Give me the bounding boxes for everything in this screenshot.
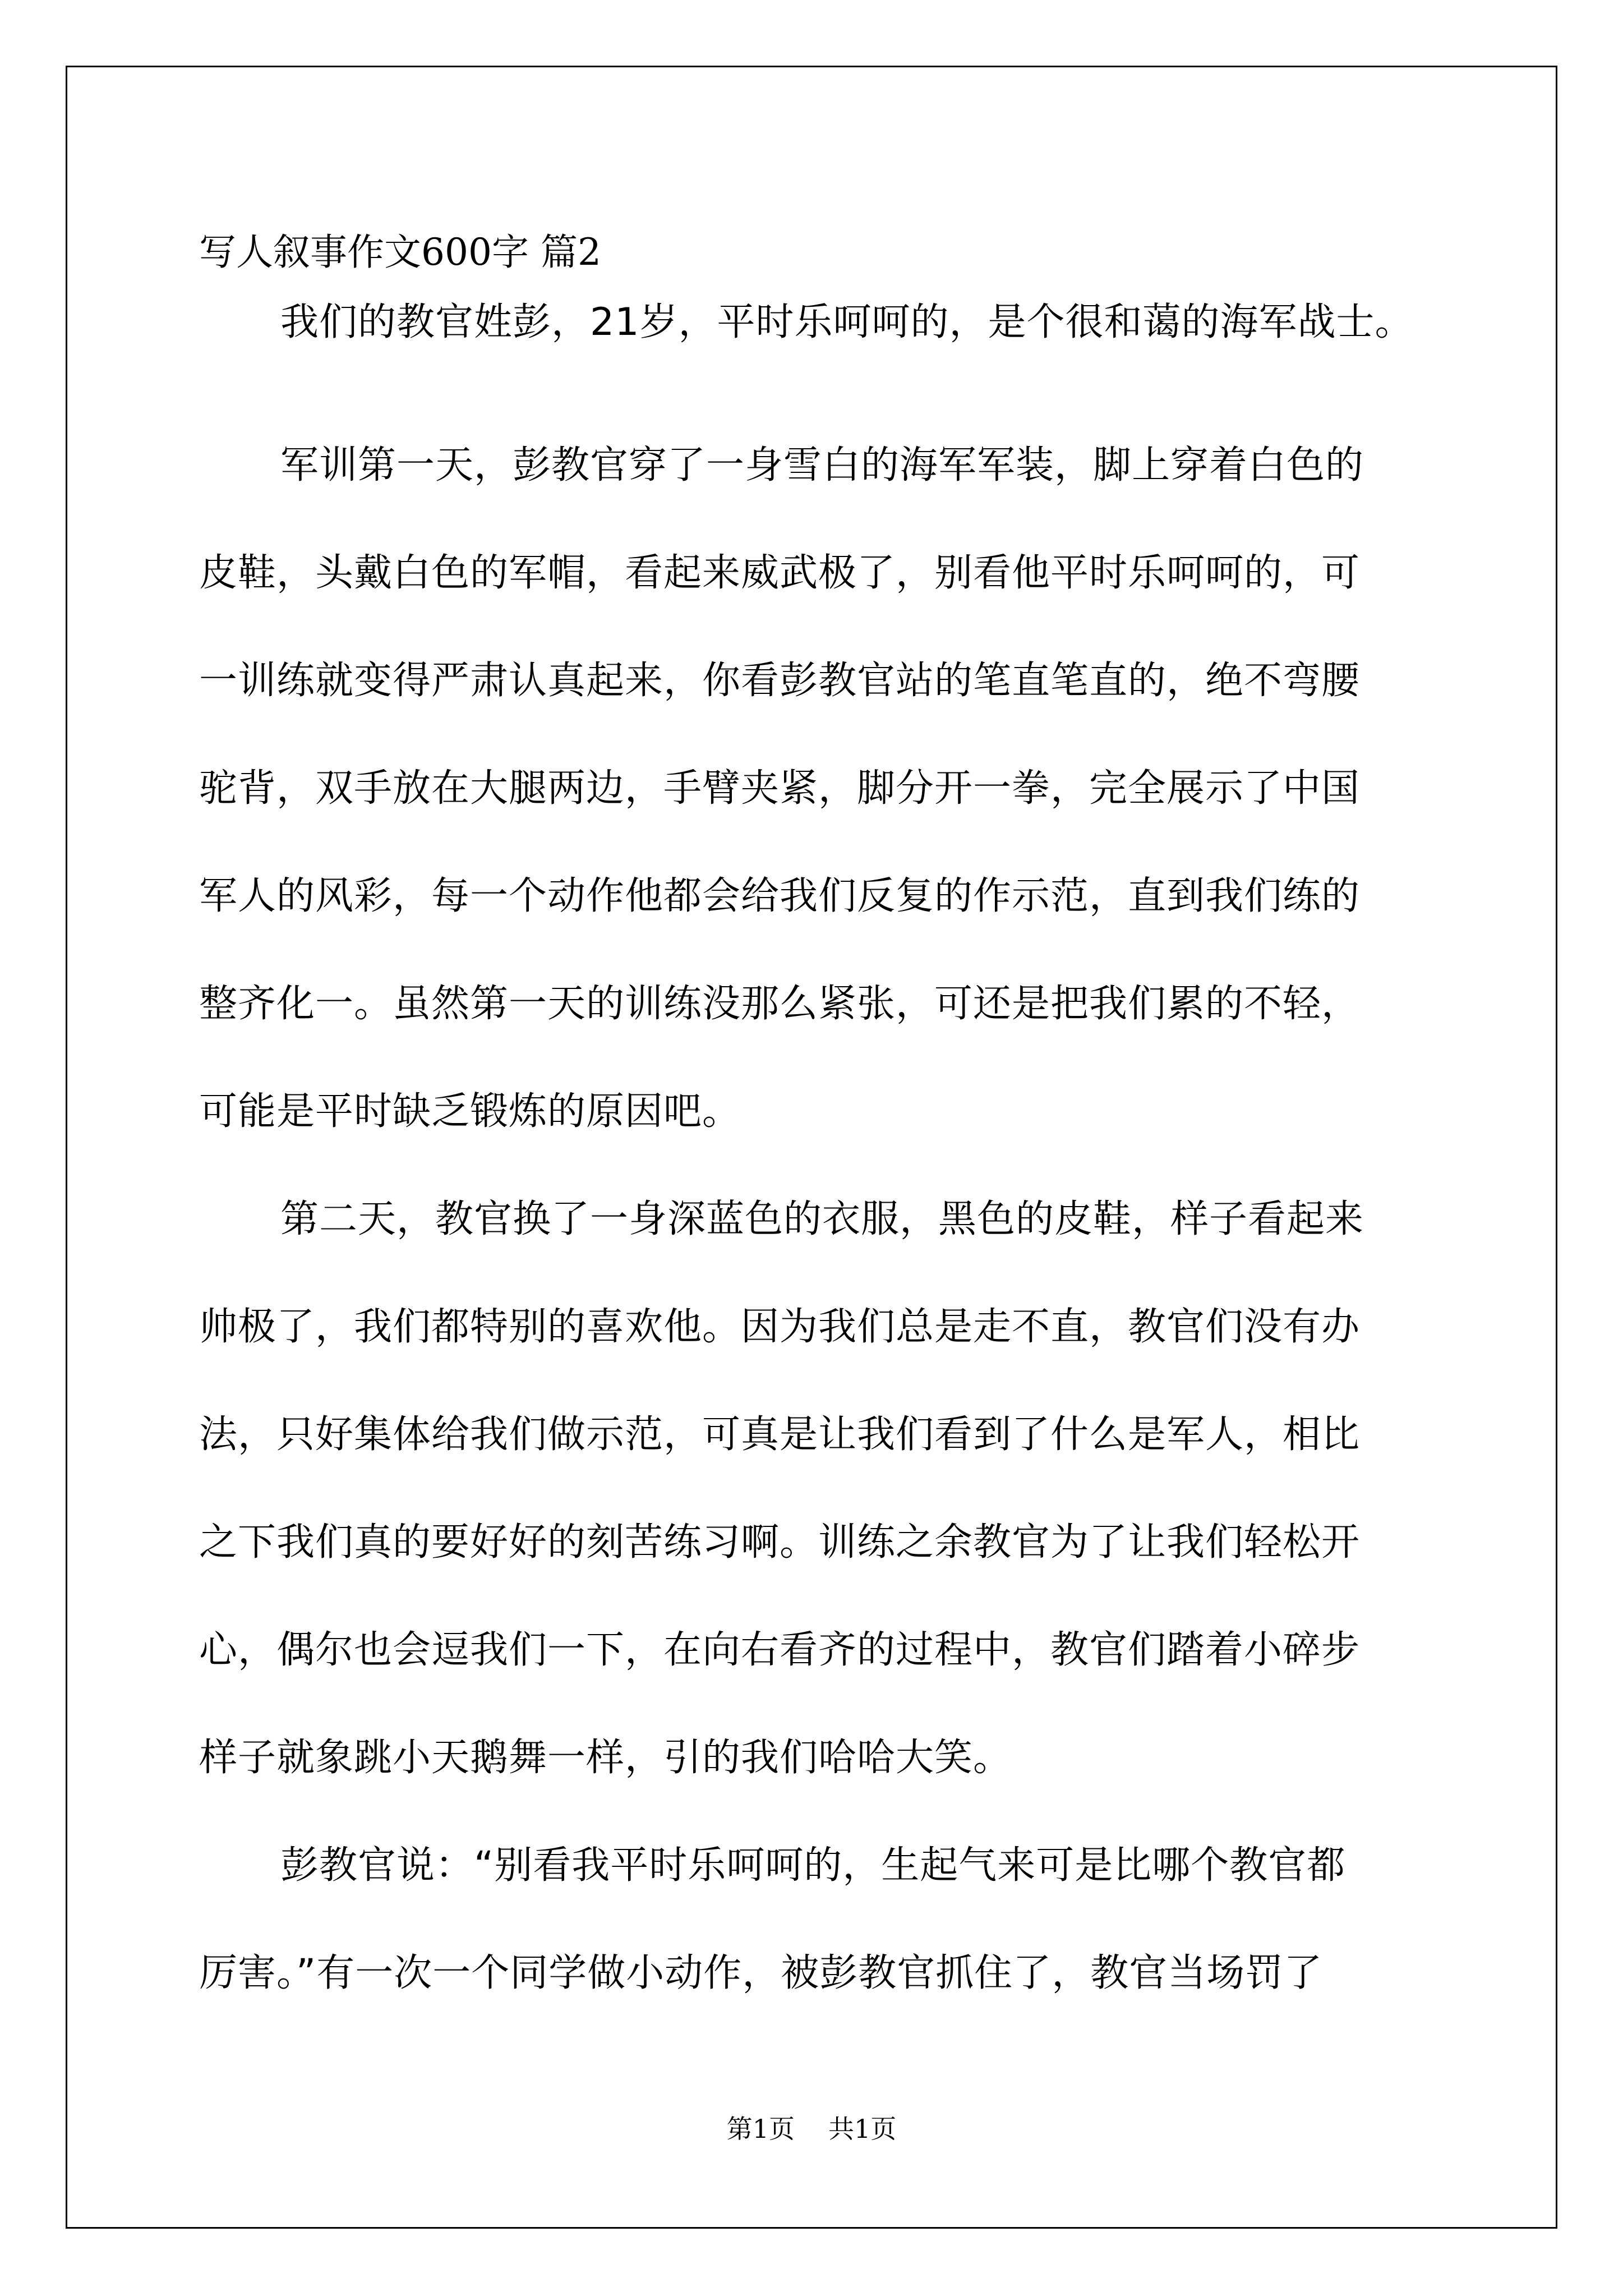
essay-title: 写人叙事作文600字 篇2 (199, 231, 601, 274)
page-footer (0, 2112, 1623, 2146)
paragraph-2-line-2: 皮鞋，头戴白色的军帽，看起来威武极了，别看他平时乐呵呵的，可 (199, 551, 1361, 595)
paragraph-3-line-6: 样子就象跳小天鹅舞一样，引的我们哈哈大笑。 (199, 1736, 1012, 1780)
paragraph-4-line-2: 厉害。”有一次一个同学做小动作，被彭教官抓住了，教官当场罚了 (199, 1951, 1323, 1995)
paragraph-3-line-5: 心，偶尔也会逗我们一下，在向右看齐的过程中，教官们踏着小碎步 (199, 1628, 1361, 1672)
paragraph-3-line-1: 第二天，教官换了一身深蓝色的衣服，黑色的皮鞋，样子看起来 (280, 1197, 1364, 1241)
paragraph-2-line-5: 军人的风彩，每一个动作他都会给我们反复的作示范，直到我们练的 (199, 874, 1361, 918)
page-border (66, 66, 1557, 2229)
paragraph-3-line-2: 帅极了，我们都特别的喜欢他。因为我们总是走不直，教官们没有办 (199, 1305, 1361, 1349)
paragraph-2-line-3: 一训练就变得严肃认真起来，你看彭教官站的笔直笔直的，绝不弯腰 (199, 659, 1361, 703)
paragraph-3-line-3: 法，只好集体给我们做示范，可真是让我们看到了什么是军人，相比 (199, 1412, 1361, 1457)
paragraph-3-line-4: 之下我们真的要好好的刻苦练习啊。训练之余教官为了让我们轻松开 (199, 1520, 1361, 1565)
paragraph-2-line-1: 军训第一天，彭教官穿了一身雪白的海军军装，脚上穿着白色的 (280, 443, 1364, 487)
paragraph-2-line-4: 驼背，双手放在大腿两边，手臂夹紧，脚分开一拳，完全展示了中国 (199, 766, 1361, 811)
paragraph-1-line-1: 我们的教官姓彭，21岁，平时乐呵呵的，是个很和蔼的海军战士。 (280, 300, 1414, 344)
paragraph-4-line-1: 彭教官说：“别看我平时乐呵呵的，生起气来可是比哪个教官都 (280, 1843, 1346, 1888)
paragraph-2-line-7: 可能是平时缺乏锻炼的原因吧。 (199, 1089, 741, 1134)
page-number-current: 第1页 (726, 2114, 795, 2144)
page-number-total: 共1页 (828, 2114, 897, 2144)
paragraph-2-line-6: 整齐化一。虽然第一天的训练没那么紧张，可还是把我们累的不轻， (199, 982, 1361, 1026)
